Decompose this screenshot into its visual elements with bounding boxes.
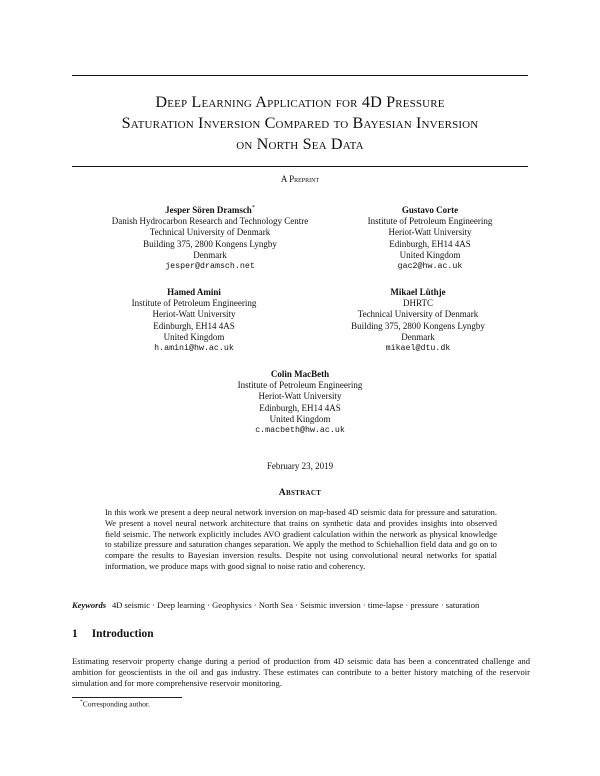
author-address: Edinburgh, EH14 4AS <box>153 320 235 331</box>
author-email[interactable]: jesper@dramsch.net <box>165 262 255 272</box>
keywords-line <box>72 600 532 610</box>
title-line-2: Saturation Inversion Compared to Bayesian Inversion <box>121 114 479 132</box>
keywords-list: 4D seismic · Deep learning · Geophysics · North Sea · Seismic inversion · time-lapse · pressure · saturation <box>112 600 480 610</box>
author-address: Edinburgh, EH14 4AS <box>389 238 471 249</box>
author-block-amini <box>96 287 292 354</box>
author-country: Denmark <box>193 249 227 260</box>
title-line-3: on North Sea Data <box>236 135 364 153</box>
author-affiliation: DHRTC <box>403 298 433 309</box>
author-address: Building 375, 2800 Kongens Lyngby <box>143 238 277 249</box>
author-name: Hamed Amini <box>167 287 221 297</box>
footnote <box>80 699 150 709</box>
author-affiliation: Technical University of Denmark <box>357 309 479 320</box>
author-country: United Kingdom <box>399 249 461 260</box>
author-affiliation: Heriot-Watt University <box>388 227 472 238</box>
author-block-dramsch <box>92 205 328 272</box>
corresponding-mark: * <box>251 205 255 211</box>
author-affiliation: Heriot-Watt University <box>258 391 342 402</box>
author-affiliation: Danish Hydrocarbon Research and Technology Centre <box>111 216 309 227</box>
paper-title <box>60 92 540 155</box>
author-email[interactable]: h.amini@hw.ac.uk <box>154 344 234 354</box>
title-bottom-rule <box>72 166 528 167</box>
author-name: Jesper Sören Dramsch* <box>165 205 255 215</box>
author-address: Edinburgh, EH14 4AS <box>259 402 341 413</box>
author-affiliation: Institute of Petroleum Engineering <box>367 216 493 227</box>
author-name: Colin MacBeth <box>270 369 330 379</box>
footnote-rule <box>72 697 182 698</box>
preprint-label: A Preprint <box>280 174 320 184</box>
footnote-mark: * <box>80 699 83 705</box>
title-line-1: Deep Learning Application for 4D Pressure <box>155 93 445 111</box>
author-affiliation: Technical University of Denmark <box>149 227 271 238</box>
author-email[interactable]: c.macbeth@hw.ac.uk <box>255 426 345 436</box>
title-top-rule <box>72 75 528 76</box>
section-number: 1 <box>72 628 78 640</box>
author-country: United Kingdom <box>163 331 225 342</box>
publication-date: February 23, 2019 <box>266 461 334 471</box>
abstract-heading: Abstract <box>278 487 322 498</box>
section-heading <box>72 628 154 640</box>
author-block-corte <box>332 205 528 272</box>
footnote-text: Corresponding author. <box>82 699 150 709</box>
author-name: Mikael Lüthje <box>390 287 446 297</box>
abstract-text: In this work we present a deep neural network inversion on map-based 4D seismic data for pressure and saturation. We present a novel neural network architecture that trains on synthetic data and provides insights into observed field seismic. The network explicitly includes AVO gradient calculation within the network as physical knowledge to stabilize pressure and saturation changes separation. We apply the method to Schiehallion field data and go on to compare the results to Bayesian inversion results. Despite not using convolutional neural networks for spatial information, we produce maps with good signal to noise ratio and coherency. <box>105 507 497 571</box>
author-country: Denmark <box>401 331 435 342</box>
author-affiliation: Institute of Petroleum Engineering <box>131 298 257 309</box>
author-address: Building 375, 2800 Kongens Lyngby <box>351 320 485 331</box>
author-country: United Kingdom <box>269 413 331 424</box>
intro-paragraph: Estimating reservoir property change during a period of production from 4D seismic data has been a concentrated challenge and ambition for geoscientists in the oil and gas industry. These estimates can contribute to a better history matching of the reservoir simulation and for more comprehensive reservoir monitoring. <box>72 656 530 688</box>
author-email[interactable]: mikael@dtu.dk <box>385 344 451 354</box>
author-affiliation: Heriot-Watt University <box>152 309 236 320</box>
author-name: Gustavo Corte <box>401 205 459 215</box>
author-block-luthje <box>310 287 526 354</box>
author-affiliation: Institute of Petroleum Engineering <box>237 380 363 391</box>
section-title: Introduction <box>91 628 154 640</box>
author-block-macbeth <box>200 369 400 436</box>
keywords-label: Keywords <box>72 600 106 610</box>
author-email[interactable]: gac2@hw.ac.uk <box>397 262 463 272</box>
